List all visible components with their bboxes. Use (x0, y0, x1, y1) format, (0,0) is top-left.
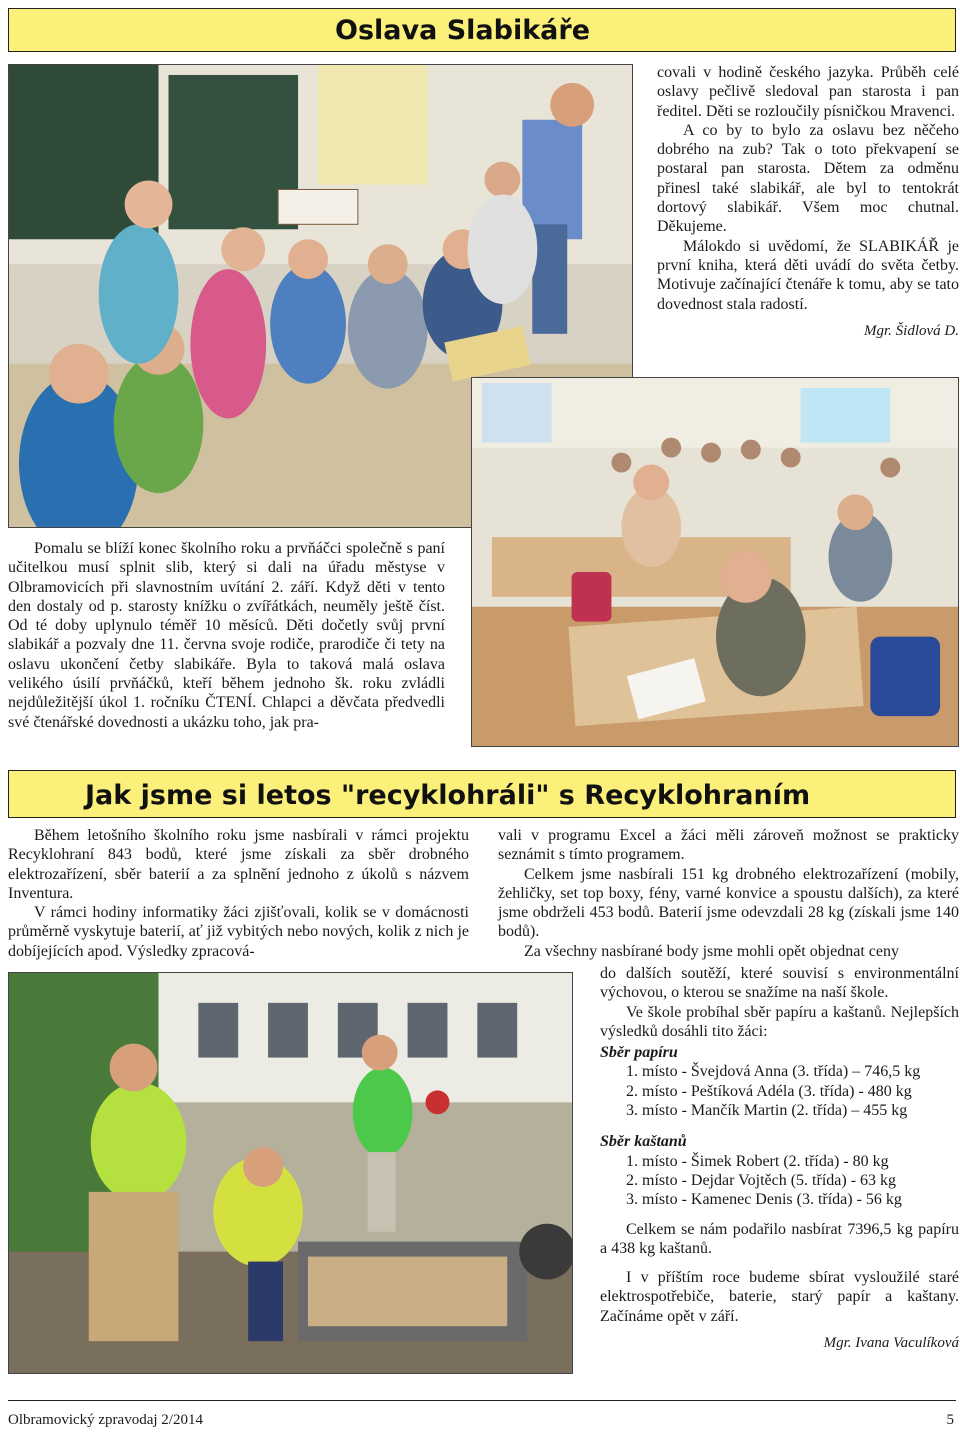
article2-paragraph: V rámci hodiny informatiky žáci zjišťovali, kolik se v domácnosti průměrně vyskytuje baterií, ať již vybitých nebo nových, kolik z nich je dobíjejících apod. Výsledky zpracová- (8, 904, 469, 960)
article1-paragraph: A co by to bylo za oslavu bez něčeho dobrého na zub? Tak o toto překvapení se postaral pan starosta. Dětem za odměnu přinesl také slabikář, ale byl to tentokrát dortový slabikář. Všem moc chutnal. Děkujeme. (657, 121, 959, 236)
article1-title-banner (8, 8, 956, 52)
article1-paragraph: covali v hodině českého jazyka. Průběh celé oslavy pečlivě sledoval pan starosta i pan ředitel. Děti se rozloučily písničkou Mravenci. (657, 64, 959, 120)
footer-divider (8, 1400, 956, 1401)
list-item: 3. místo - Kamenec Denis (3. třída) - 56 kg (626, 1191, 902, 1209)
article2-right-column (498, 826, 959, 961)
list-item: 2. místo - Peštíková Adéla (3. třída) - 480 kg (626, 1082, 912, 1100)
article2-title: Jak jsme si letos "recyklohráli" s Recyklohraním (85, 780, 811, 811)
article1-right-column (657, 63, 959, 341)
article1-intro-paragraph: Pomalu se blíží konec školního roku a prvňáčci společně s paní učitelkou musí splnit slib, který si dali na úřadu městyse v Olbramovicích při slavnostním uvítání 2. září. Když děti v tento den dostaly od p. starosty knížku o zvířátkách, neuměly ještě číst. Od té doby uplynulo téměř 10 měsíců. Děti dočetly svůj první slabikář a pozvaly dne 11. června svoje rodiče, prarodiče či tety na oslavu ukončení četby slabikáře. Byla to taková malá oslava velikého úsilí prvňáčků, kteří během jednoho šk. roku zvládli nejdůležitější úkol 1. ročníku ČTENÍ. Chlapci a děvčata předvedli své čtenářské dovednosti a ukázku toho, jak pra- (8, 540, 445, 731)
article1-left-column (8, 539, 445, 732)
article1-paragraph: Málokdo si uvědomí, že SLABIKÁŘ je první kniha, která děti uvádí do světa četby. Motivuje začínající čtenáře k tomu, aby se tato dovednost stala radostí. (657, 237, 959, 313)
article1-signature: Mgr. Šidlová D. (864, 322, 959, 339)
article2-paragraph: Ve škole probíhal sběr papíru a kaštanů. Nejlepších výsledků dosáhli tito žáci: (600, 1003, 959, 1040)
article2-paragraph: Během letošního školního roku jsme nasbírali v rámci projektu Recyklohraní 843 bodů, které jsme získali za sběr drobného elektrozařízení, sběr baterií a za splnění jednoho z úkolů s názvem Inventura. (8, 827, 469, 902)
chestnut-collection-heading: Sběr kaštanů (600, 1133, 687, 1151)
article2-paragraph: I v příštím roce budeme sbírat vysloužilé staré elektrospotřebiče, baterie, starý papír a kaštany. Začínáme opět v září. (600, 1269, 959, 1325)
list-item: 1. místo - Švejdová Anna (3. třída) – 746,5 kg (626, 1063, 921, 1081)
photo-recycling-collection (8, 972, 573, 1374)
list-item: 1. místo - Šimek Robert (2. třída) - 80 kg (626, 1152, 889, 1170)
list-item: 2. místo - Dejdar Vojtěch (5. třída) - 63 kg (626, 1171, 897, 1189)
article2-signature: Mgr. Ivana Vaculíková (823, 1335, 959, 1352)
article2-title-banner (8, 770, 956, 818)
article2-paragraph: vali v programu Excel a žáci měli zároveň možnost se prakticky seznámit s tímto programem. (498, 827, 959, 864)
article2-paragraph: do dalších soutěží, které souvisí s environmentální výchovou, o kterou se snažíme na naší škole. (600, 965, 959, 1002)
article2-paragraph: Celkem se nám podařilo nasbírat 7396,5 kg papíru a 438 kg kaštanů. (600, 1220, 959, 1257)
article2-paragraph: Za všechny nasbírané body jsme mohli opět objednat ceny (524, 942, 900, 960)
paper-collection-heading: Sběr papíru (600, 1044, 678, 1062)
article2-left-column (8, 826, 469, 961)
photo-classroom-reading (471, 377, 959, 747)
article2-narrow-column (600, 964, 959, 1353)
article2-paragraph: Celkem jsme nasbírali 151 kg drobného elektrozařízení (mobily, žehličky, set top boxy, fény, varné konvice a spoustu dalších), za které jsme obdrželi 453 bodů. Baterií jsme odevzdali 28 kg (získali jsme 140 bodů). (498, 865, 959, 941)
article1-title: Oslava Slabikáře (335, 15, 591, 46)
footer-publication: Olbramovický zpravodaj 2/2014 (8, 1412, 203, 1428)
list-item: 3. místo - Mančík Martin (2. třída) – 455 kg (626, 1102, 908, 1120)
page-number: 5 (946, 1412, 954, 1428)
